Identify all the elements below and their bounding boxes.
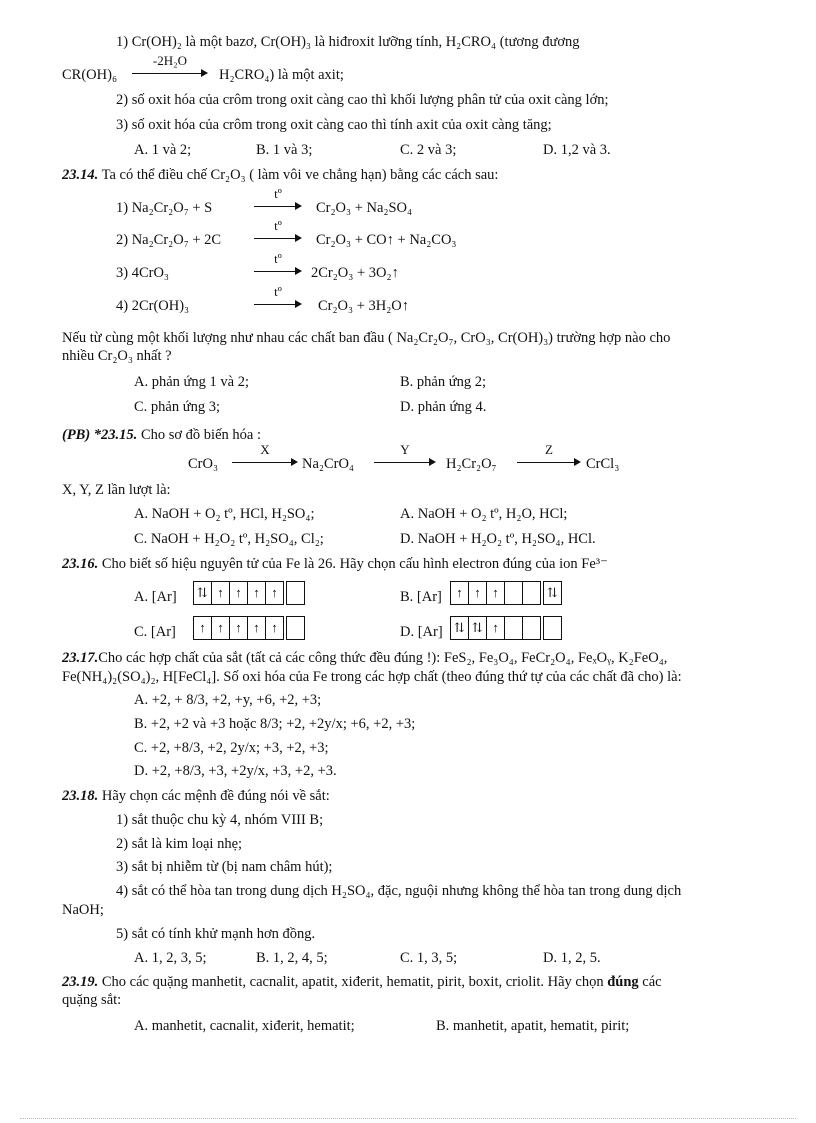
reaction-1-left: 1) Na₂Cr₂O₇ + S <box>116 200 213 216</box>
d-orbital-cell: ↑ <box>229 616 248 640</box>
q18-item-1: 1) sắt thuộc chu kỳ 4, nhóm VIII B; <box>116 812 324 828</box>
d-orbital-cell <box>522 581 541 605</box>
statement-2: 2) số oxit hóa của crôm trong oxit càng cao thì khối lượng phân tử của oxit càng lớn; <box>116 92 609 108</box>
q19-text-line-1: Cho các quặng manhetit, cacnalit, apatit, xiđerit, hematit, pirit, boxit, criolit. Hãy chọn <box>101 974 604 990</box>
scheme-label-z: Z <box>545 442 553 457</box>
page-bottom-divider <box>20 1118 796 1119</box>
d-orbital-cell: ↑ <box>265 581 284 605</box>
reaction-4-right: Cr₂O₃ + 3H₂O↑ <box>318 298 410 314</box>
d-orbital-cell: ↑ <box>247 616 266 640</box>
reaction-1-condition: tº <box>274 186 282 201</box>
q19-option-b: B. manhetit, apatit, hematit, pirit; <box>436 1018 630 1034</box>
q16-option-b-orbitals <box>450 581 561 605</box>
s-orbital-cell: ⇅ <box>543 581 562 605</box>
d-orbital-cell: ↑ <box>247 581 266 605</box>
q13-option-b: B. 1 và 3; <box>256 142 313 158</box>
d-orbital-cell: ⇅ <box>450 616 469 640</box>
reaction-3-arrow <box>254 251 302 276</box>
q14-option-b: B. phản ứng 2; <box>400 374 486 390</box>
d-orbital-cell: ↑ <box>468 581 487 605</box>
q19-question <box>62 973 662 991</box>
statement-3: 3) số oxit hóa của crôm trong oxit càng cao thì tính axit của oxit càng tăng; <box>116 117 552 133</box>
scheme-label-y: Y <box>400 442 410 457</box>
q17-option-a: A. +2, + 8/3, +2, +y, +6, +2, +3; <box>134 692 322 708</box>
q18-item-4: 4) sắt có thể hòa tan trong dung dịch H₂SO₄, đặc, nguội nhưng không thể hòa tan trong dung dịch <box>116 883 682 899</box>
q17-number: 23.17. <box>62 650 99 666</box>
q16-number: 23.16. <box>62 556 99 572</box>
reaction-2-right: Cr₂O₃ + CO↑ + Na₂CO₃ <box>316 232 457 248</box>
scheme-start: CrO₃ <box>188 456 219 472</box>
reaction-4-arrow <box>254 284 302 309</box>
d-orbital-cell: ↑ <box>211 581 230 605</box>
q16-question <box>62 555 608 573</box>
q13-option-a: A. 1 và 2; <box>134 142 192 158</box>
scheme-step-3: H₂Cr₂O₇ <box>446 456 497 472</box>
q14-ask-line-2: nhiều Cr₂O₃ nhất ? <box>62 348 172 364</box>
q15-option-a: A. NaOH + O₂ tº, HCl, H₂SO₄; <box>134 506 315 522</box>
d-orbital-cell: ↑ <box>486 616 505 640</box>
q18-option-c: C. 1, 3, 5; <box>400 950 458 966</box>
q16-text: Cho biết số hiệu nguyên tử của Fe là 26. Hãy chọn cấu hình electron đúng của ion Fe³⁻ <box>101 556 608 572</box>
statement-1: 1) Cr(OH)₂ là một bazơ, Cr(OH)₃ là hiđroxit lưỡng tính, H₂CRO₄ (tương đương <box>116 34 580 50</box>
q14-question <box>62 166 498 184</box>
q15-option-c: C. NaOH + H₂O₂ tº, H₂SO₄, Cl₂; <box>134 531 324 547</box>
q18-option-d: D. 1, 2, 5. <box>543 950 601 966</box>
s-orbital-cell <box>286 616 305 640</box>
reaction-4-left: 4) 2Cr(OH)₃ <box>116 298 190 314</box>
q19-text-line-1-end: các <box>642 974 662 990</box>
q17-question <box>62 649 667 667</box>
d-orbital-cell <box>504 581 523 605</box>
reaction-3-left: 3) 4CrO₃ <box>116 265 169 281</box>
q19-emphasis: đúng <box>607 974 639 990</box>
reaction-4-condition: tº <box>274 284 282 299</box>
q17-text-line-2: Fe(NH₄)₂(SO₄)₂, H[FeCl₄]. Số oxi hóa của Fe trong các hợp chất (theo đúng thứ tự của các chất đã cho) là: <box>62 669 682 685</box>
scheme-arrow-y <box>374 442 436 467</box>
q15-text: Cho sơ đồ biến hóa : <box>140 427 261 443</box>
q16-option-c-label: C. [Ar] <box>134 624 176 640</box>
reaction-2-left: 2) Na₂Cr₂O₇ + 2C <box>116 232 222 248</box>
scheme-end: CrCl₃ <box>586 456 620 472</box>
q18-option-b: B. 1, 2, 4, 5; <box>256 950 328 966</box>
q18-text: Hãy chọn các mệnh đề đúng nói về sắt: <box>101 788 330 804</box>
q16-option-d-label: D. [Ar] <box>400 624 443 640</box>
q16-option-b-label: B. [Ar] <box>400 589 442 605</box>
reaction-3-right: 2Cr₂O₃ + 3O₂↑ <box>311 265 399 281</box>
d-orbital-cell: ↑ <box>211 616 230 640</box>
q17-option-d: D. +2, +8/3, +3, +2y/x, +3, +2, +3. <box>134 763 337 779</box>
d-orbital-cell: ↑ <box>486 581 505 605</box>
q18-option-a: A. 1, 2, 3, 5; <box>134 950 207 966</box>
q17-option-c: C. +2, +8/3, +2, 2y/x; +3, +2, +3; <box>134 740 329 756</box>
statement-1-acid: H₂CRO₄) là một axit; <box>219 67 344 83</box>
dehydration-label: -2H₂O <box>152 53 188 68</box>
q19-option-a: A. manhetit, cacnalit, xiđerit, hematit; <box>134 1018 355 1034</box>
scheme-label-x: X <box>260 442 270 457</box>
reaction-2-arrow <box>254 218 302 243</box>
q14-text: Ta có thể điều chế Cr₂O₃ ( làm vôi ve chẳng hạn) bằng các cách sau: <box>101 167 499 183</box>
q14-number: 23.14. <box>62 167 99 183</box>
q14-option-a: A. phản ứng 1 và 2; <box>134 374 249 390</box>
d-orbital-cell: ⇅ <box>193 581 212 605</box>
reaction-2-condition: tº <box>274 218 282 233</box>
q14-option-c: C. phản ứng 3; <box>134 399 220 415</box>
q17-text-line-1: Cho các hợp chất của sắt (tất cả các công thức đều đúng !): FeS₂, Fe₃O₄, FeCr₂O₄, FeₓOᵧ, K₂FeO₄, <box>98 650 668 666</box>
q18-item-4-cont: NaOH; <box>62 902 104 918</box>
q13-option-c: C. 2 và 3; <box>400 142 457 158</box>
q18-item-5: 5) sắt có tính khử mạnh hơn đồng. <box>116 926 316 942</box>
d-orbital-cell <box>504 616 523 640</box>
q18-number: 23.18. <box>62 788 99 804</box>
scheme-step-2: Na₂CrO₄ <box>302 456 354 472</box>
statement-1-formula: CR(OH)₆ <box>62 67 117 83</box>
q16-option-a-label: A. [Ar] <box>134 589 177 605</box>
q16-option-a-orbitals <box>193 581 304 605</box>
q14-ask-line-1: Nếu từ cùng một khối lượng như nhau các chất ban đầu ( Na₂Cr₂O₇, CrO₃, Cr(OH)₃) trường hợp nào cho <box>62 330 671 346</box>
q18-question <box>62 787 330 805</box>
q16-option-c-orbitals <box>193 616 304 640</box>
q15-ask: X, Y, Z lần lượt là: <box>62 482 171 498</box>
d-orbital-cell: ⇅ <box>468 616 487 640</box>
q13-option-d: D. 1,2 và 3. <box>543 142 611 158</box>
q15-number: (PB) *23.15. <box>62 427 138 443</box>
d-orbital-cell: ↑ <box>450 581 469 605</box>
s-orbital-cell <box>286 581 305 605</box>
d-orbital-cell: ↑ <box>229 581 248 605</box>
d-orbital-cell: ↑ <box>265 616 284 640</box>
scheme-arrow-x <box>232 442 298 467</box>
q19-text-line-2: quặng sắt: <box>62 992 122 1008</box>
s-orbital-cell <box>543 616 562 640</box>
reaction-1-arrow <box>254 186 302 211</box>
q15-option-b: A. NaOH + O₂ tº, H₂O, HCl; <box>400 506 568 522</box>
q15-option-d: D. NaOH + H₂O₂ tº, H₂SO₄, HCl. <box>400 531 596 547</box>
q17-option-b: B. +2, +2 và +3 hoặc 8/3; +2, +2y/x; +6, +2, +3; <box>134 716 416 732</box>
d-orbital-cell: ↑ <box>193 616 212 640</box>
dehydration-arrow <box>132 53 208 78</box>
d-orbital-cell <box>522 616 541 640</box>
scheme-arrow-z <box>517 442 581 467</box>
reaction-1-right: Cr₂O₃ + Na₂SO₄ <box>316 200 413 216</box>
q18-item-2: 2) sắt là kim loại nhẹ; <box>116 836 243 852</box>
q16-option-d-orbitals <box>450 616 561 640</box>
q14-option-d: D. phản ứng 4. <box>400 399 487 415</box>
q19-number: 23.19. <box>62 974 99 990</box>
q18-item-3: 3) sắt bị nhiễm từ (bị nam châm hút); <box>116 859 333 875</box>
reaction-3-condition: tº <box>274 251 282 266</box>
